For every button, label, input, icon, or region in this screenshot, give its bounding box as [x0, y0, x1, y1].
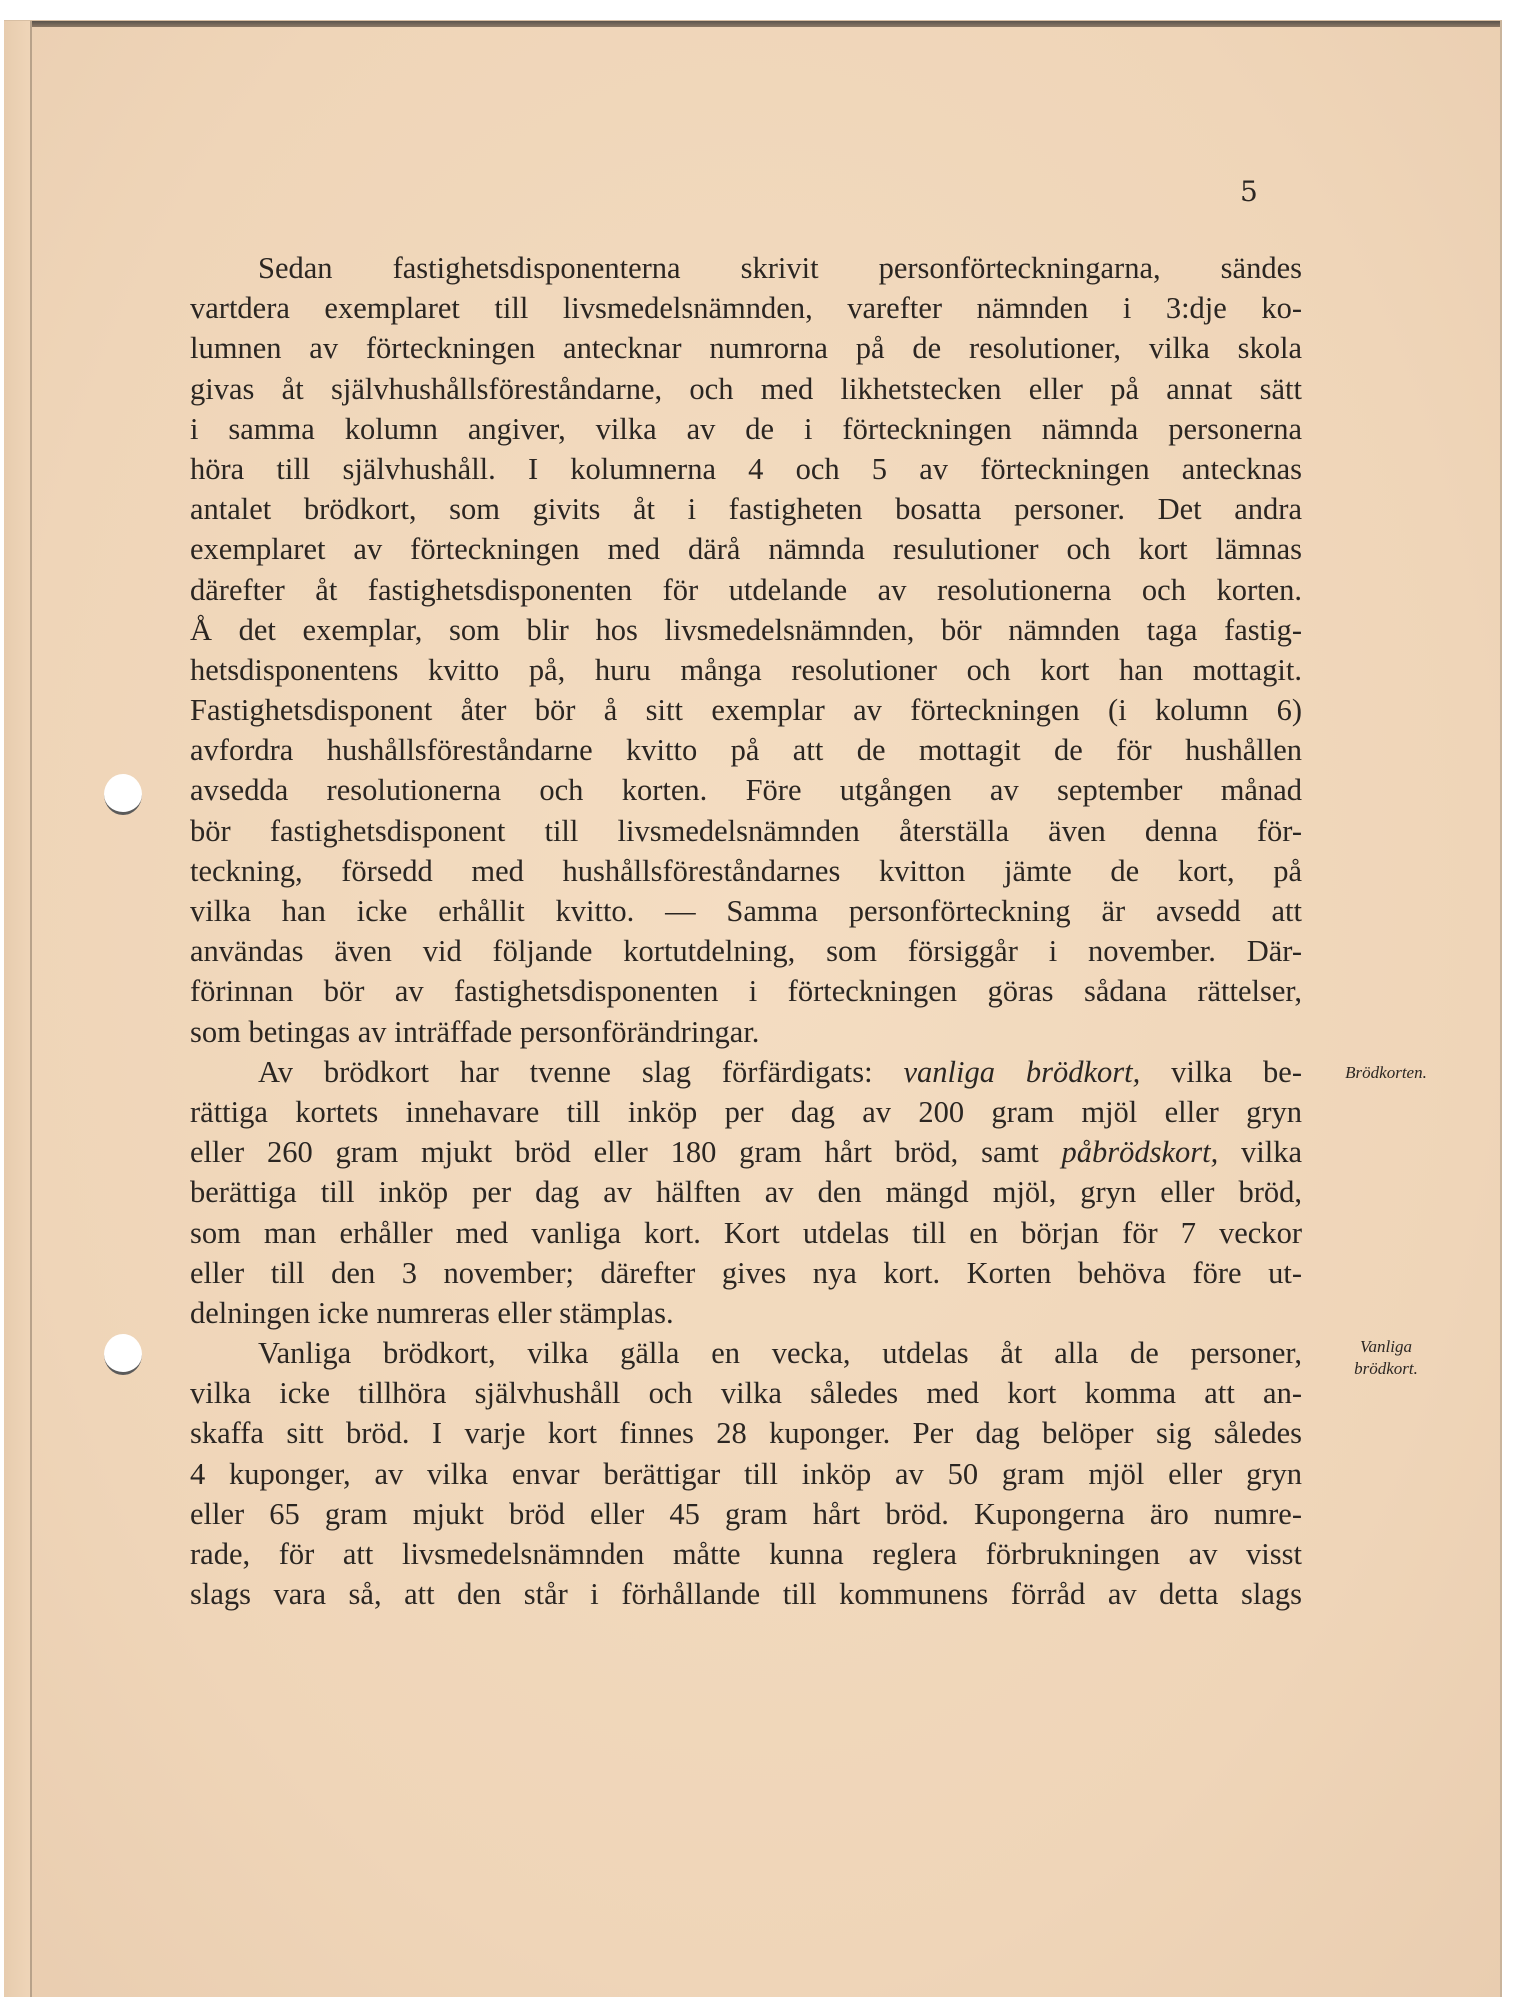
text-line: användas även vid följande kortutdelning, som försiggår i november. Där- — [190, 934, 1302, 969]
text-line: Fastighetsdisponent åter bör å sitt exemplar av förteckningen (i kolumn 6) — [190, 693, 1302, 728]
text-line: vilka icke tillhöra självhushåll och vilka således med kort komma att an- — [190, 1376, 1302, 1411]
text-run: vilka — [1241, 1135, 1303, 1170]
text-line: slags vara så, att den står i förhållande till kommunens förråd av detta slags — [190, 1577, 1302, 1612]
text-line — [190, 1052, 1302, 1092]
margin-note-brodkorten — [1316, 1062, 1456, 1084]
text-line: i samma kolumn angiver, vilka av de i förteckningen nämnda personerna — [190, 411, 1302, 446]
text-line: Vanliga brödkort, vilka gälla en vecka, utdelas åt alla de personer, — [258, 1336, 1302, 1371]
text-line: teckning, försedd med hushållsföreståndarnes kvitton jämte de kort, på — [190, 853, 1302, 888]
punch-hole-upper — [104, 774, 142, 815]
text-line: 4 kuponger, av vilka envar berättigar till inköp av 50 gram mjöl eller gryn — [190, 1456, 1302, 1491]
binding-edge — [4, 21, 32, 1997]
italic-term: påbrödskort, — [1061, 1135, 1219, 1170]
margin-note-line: Vanliga — [1360, 1337, 1412, 1356]
text-run: eller 260 gram mjukt bröd eller 180 gram hårt bröd, samt — [190, 1135, 1039, 1170]
text-line: höra till självhushåll. I kolumnerna 4 och 5 av förteckningen antecknas — [190, 451, 1302, 486]
text-line: avsedda resolutionerna och korten. Före utgången av september månad — [190, 773, 1302, 808]
margin-note-vanliga-brodkort — [1316, 1336, 1456, 1380]
text-line: därefter åt fastighetsdisponenten för utdelande av resolutionerna och korten. — [190, 572, 1302, 607]
punch-hole-lower — [104, 1334, 142, 1375]
italic-term: vanliga brödkort, — [903, 1054, 1141, 1089]
text-line: delningen icke numreras eller stämplas. — [190, 1295, 674, 1330]
text-line: eller till den 3 november; därefter gives nya kort. Korten behöva före ut- — [190, 1255, 1302, 1290]
text-line: berättiga till inköp per dag av hälften av den mängd mjöl, gryn eller bröd, — [190, 1175, 1302, 1210]
text-line: lumnen av förteckningen antecknar numrorna på de resolutioner, vilka skola — [190, 331, 1302, 366]
text-line: förinnan bör av fastighetsdisponenten i förteckningen göras sådana rättelser, — [190, 974, 1302, 1009]
margin-note-text: Brödkorten. — [1345, 1063, 1427, 1082]
text-line: eller 65 gram mjukt bröd eller 45 gram hårt bröd. Kupongerna äro numre- — [190, 1496, 1302, 1531]
body-text — [190, 248, 1302, 1614]
text-line: avfordra hushållsföreståndarne kvitto på att de mottagit de för hushållen — [190, 733, 1302, 768]
text-line: Sedan fastighetsdisponenterna skrivit personförteckningarna, sändes — [258, 251, 1302, 285]
text-line — [190, 1132, 1302, 1172]
text-line: skaffa sitt bröd. I varje kort finnes 28 kuponger. Per dag belöper sig således — [190, 1416, 1302, 1451]
text-line: rättiga kortets innehavare till inköp per dag av 200 gram mjöl eller gryn — [190, 1094, 1302, 1129]
page-top-edge — [4, 21, 1500, 27]
text-run: Av brödkort har tvenne slag förfärdigats: — [258, 1054, 873, 1089]
text-line: givas åt självhushållsföreståndarne, och med likhetstecken eller på annat sätt — [190, 371, 1302, 406]
text-run: vilka be- — [1171, 1054, 1302, 1089]
text-line: rade, för att livsmedelsnämnden måtte kunna reglera förbrukningen av visst — [190, 1537, 1302, 1571]
text-line: hetsdisponentens kvitto på, huru många resolutioner och kort han mottagit. — [190, 652, 1302, 687]
text-line: som man erhåller med vanliga kort. Kort utdelas till en början för 7 veckor — [190, 1215, 1302, 1250]
text-line: bör fastighetsdisponent till livsmedelsnämnden återställa även denna för- — [190, 813, 1302, 848]
text-line: antalet brödkort, som givits åt i fastigheten bosatta personer. Det andra — [190, 492, 1302, 527]
text-line: vartdera exemplaret till livsmedelsnämnden, varefter nämnden i 3:dje ko- — [190, 291, 1302, 326]
text-line: exemplaret av förteckningen med därå nämnda resulutioner och kort lämnas — [190, 532, 1302, 567]
text-line: vilka han icke erhållit kvitto. — Samma personförteckning är avsedd att — [190, 894, 1302, 928]
margin-note-line: brödkort. — [1354, 1359, 1418, 1378]
page-number: 5 — [1240, 175, 1258, 208]
text-line: som betingas av inträffade personförändringar. — [190, 1014, 760, 1049]
text-line: Å det exemplar, som blir hos livsmedelsnämnden, bör nämnden taga fastig- — [190, 612, 1302, 647]
